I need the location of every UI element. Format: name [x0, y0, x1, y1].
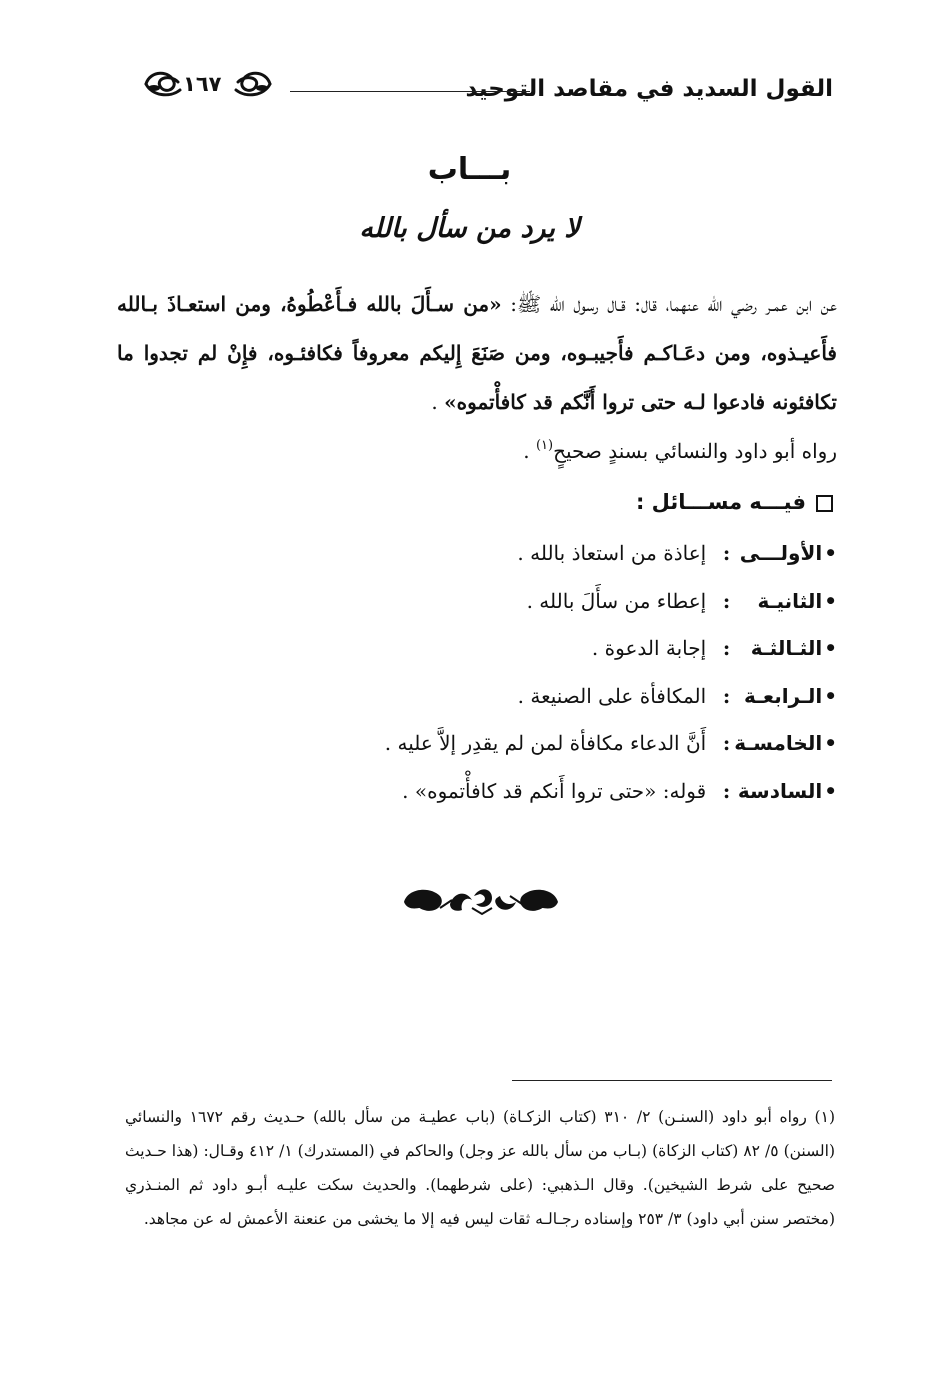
bullet-icon: •	[824, 636, 837, 661]
chapter-label: بـــاب	[427, 152, 512, 187]
issue-ordinal: السادسة	[737, 778, 823, 803]
bullet-icon: •	[824, 731, 837, 756]
footnotes	[125, 1100, 835, 1236]
hadith-intro: عن ابن عمـر رضي الله عنهما، قال: قـال رسول الله ﷺ:	[501, 292, 837, 316]
issue-colon: :	[722, 541, 731, 565]
list-item	[137, 538, 837, 586]
issue-ordinal: الثـالثـة	[750, 636, 823, 661]
issue-colon: :	[722, 683, 731, 708]
hadith-end: .	[431, 390, 445, 414]
narration-end: .	[523, 439, 536, 463]
issue-text: أَنَّ الدعاء مكافأة لمن لم يقدِر إلاَّ عليه .	[384, 731, 707, 756]
footnote-reference[interactable]: (١)	[535, 438, 554, 453]
issue-colon: :	[722, 778, 731, 803]
issue-text: إجابة الدعوة .	[591, 636, 707, 661]
list-item	[137, 776, 837, 824]
issue-ordinal: الـرابعـة	[743, 683, 823, 708]
issue-ordinal: الثانيـة	[757, 588, 823, 613]
issue-colon: :	[722, 636, 731, 661]
issue-text: إعطاء من سأَلَ بالله .	[526, 588, 707, 613]
issue-colon: :	[722, 731, 731, 756]
list-item	[137, 681, 837, 729]
narration-text: رواه أبو داود والنسائي بسندٍ صحيحٍ	[553, 439, 837, 463]
hadith-text: «من سـأَلَ بالله فـأَعْطُوهُ، ومن استعـاذَ بـالله فأَعيـذوه، ومن دعَـاكـم فأَجيبـوه، ومن صَنَعَ إِليكم معروفاً فكافئـوه، فإِنْ لم تجدوا ما تكافئونه فادعوا لـه حتى تروا أَنَّكم قد كافأْتموه»	[117, 292, 837, 414]
issue-text: قوله: «حتى تروا أَنكم قد كافأْتموه» .	[402, 778, 707, 803]
bullet-icon: •	[824, 778, 837, 803]
running-title: القول السديد في مقاصد التوحيد	[465, 76, 833, 102]
issue-ordinal: الأولـــى	[739, 541, 823, 565]
header-rule	[290, 91, 530, 92]
issue-text: المكافأة على الصنيعة .	[517, 683, 707, 708]
section-divider-ornament-icon	[400, 882, 562, 918]
narration-paragraph	[117, 427, 837, 476]
issues-list	[137, 538, 837, 824]
list-item	[137, 586, 837, 634]
list-item	[137, 728, 837, 776]
hadith-paragraph	[117, 280, 837, 427]
body-text	[117, 280, 837, 476]
bullet-icon: •	[824, 588, 837, 613]
square-bullet-icon	[816, 495, 833, 512]
footnote: (١) رواه أبو داود (السنـن) ٢/ ٣١٠ (كتاب الزكـاة) (باب عطيـة من سأل بالله) حـديث رقم ١٦٧٢ والنسائي (السنن) ٥/ ٨٢ (كتاب الزكاة) (بـاب من سأل بالله عز وجل) والحاكم في (المستدرك) ١/ ٤١٢ وقـال: (هذا حـديث صحيح على شرط الشيخين). وقال الـذهبي: (على شرطهما). والحديث سكت عليـه أبـو داود ثم المنـذري (مختصر سنن أبي داود) ٣/ ٢٥٣ وإسناده رجـالـه ثقات ليس فيه إلا ما يخشى من عنعنة الأعمش له عن مجاهد.	[125, 1108, 835, 1228]
issue-ordinal: الخامسـة	[734, 731, 823, 756]
page-number: ١٦٧	[183, 72, 222, 96]
list-item	[137, 633, 837, 681]
chapter-title: لا يرد من سأل بالله	[359, 213, 580, 244]
bullet-icon: •	[824, 541, 837, 565]
issues-heading	[636, 490, 833, 514]
issue-text: إعاذة من استعاذ بالله .	[517, 541, 707, 565]
issues-heading-text: فيـــه مســـائل :	[635, 490, 806, 514]
footnote-rule	[512, 1080, 832, 1081]
bullet-icon: •	[824, 683, 837, 708]
issue-colon: :	[722, 588, 731, 613]
